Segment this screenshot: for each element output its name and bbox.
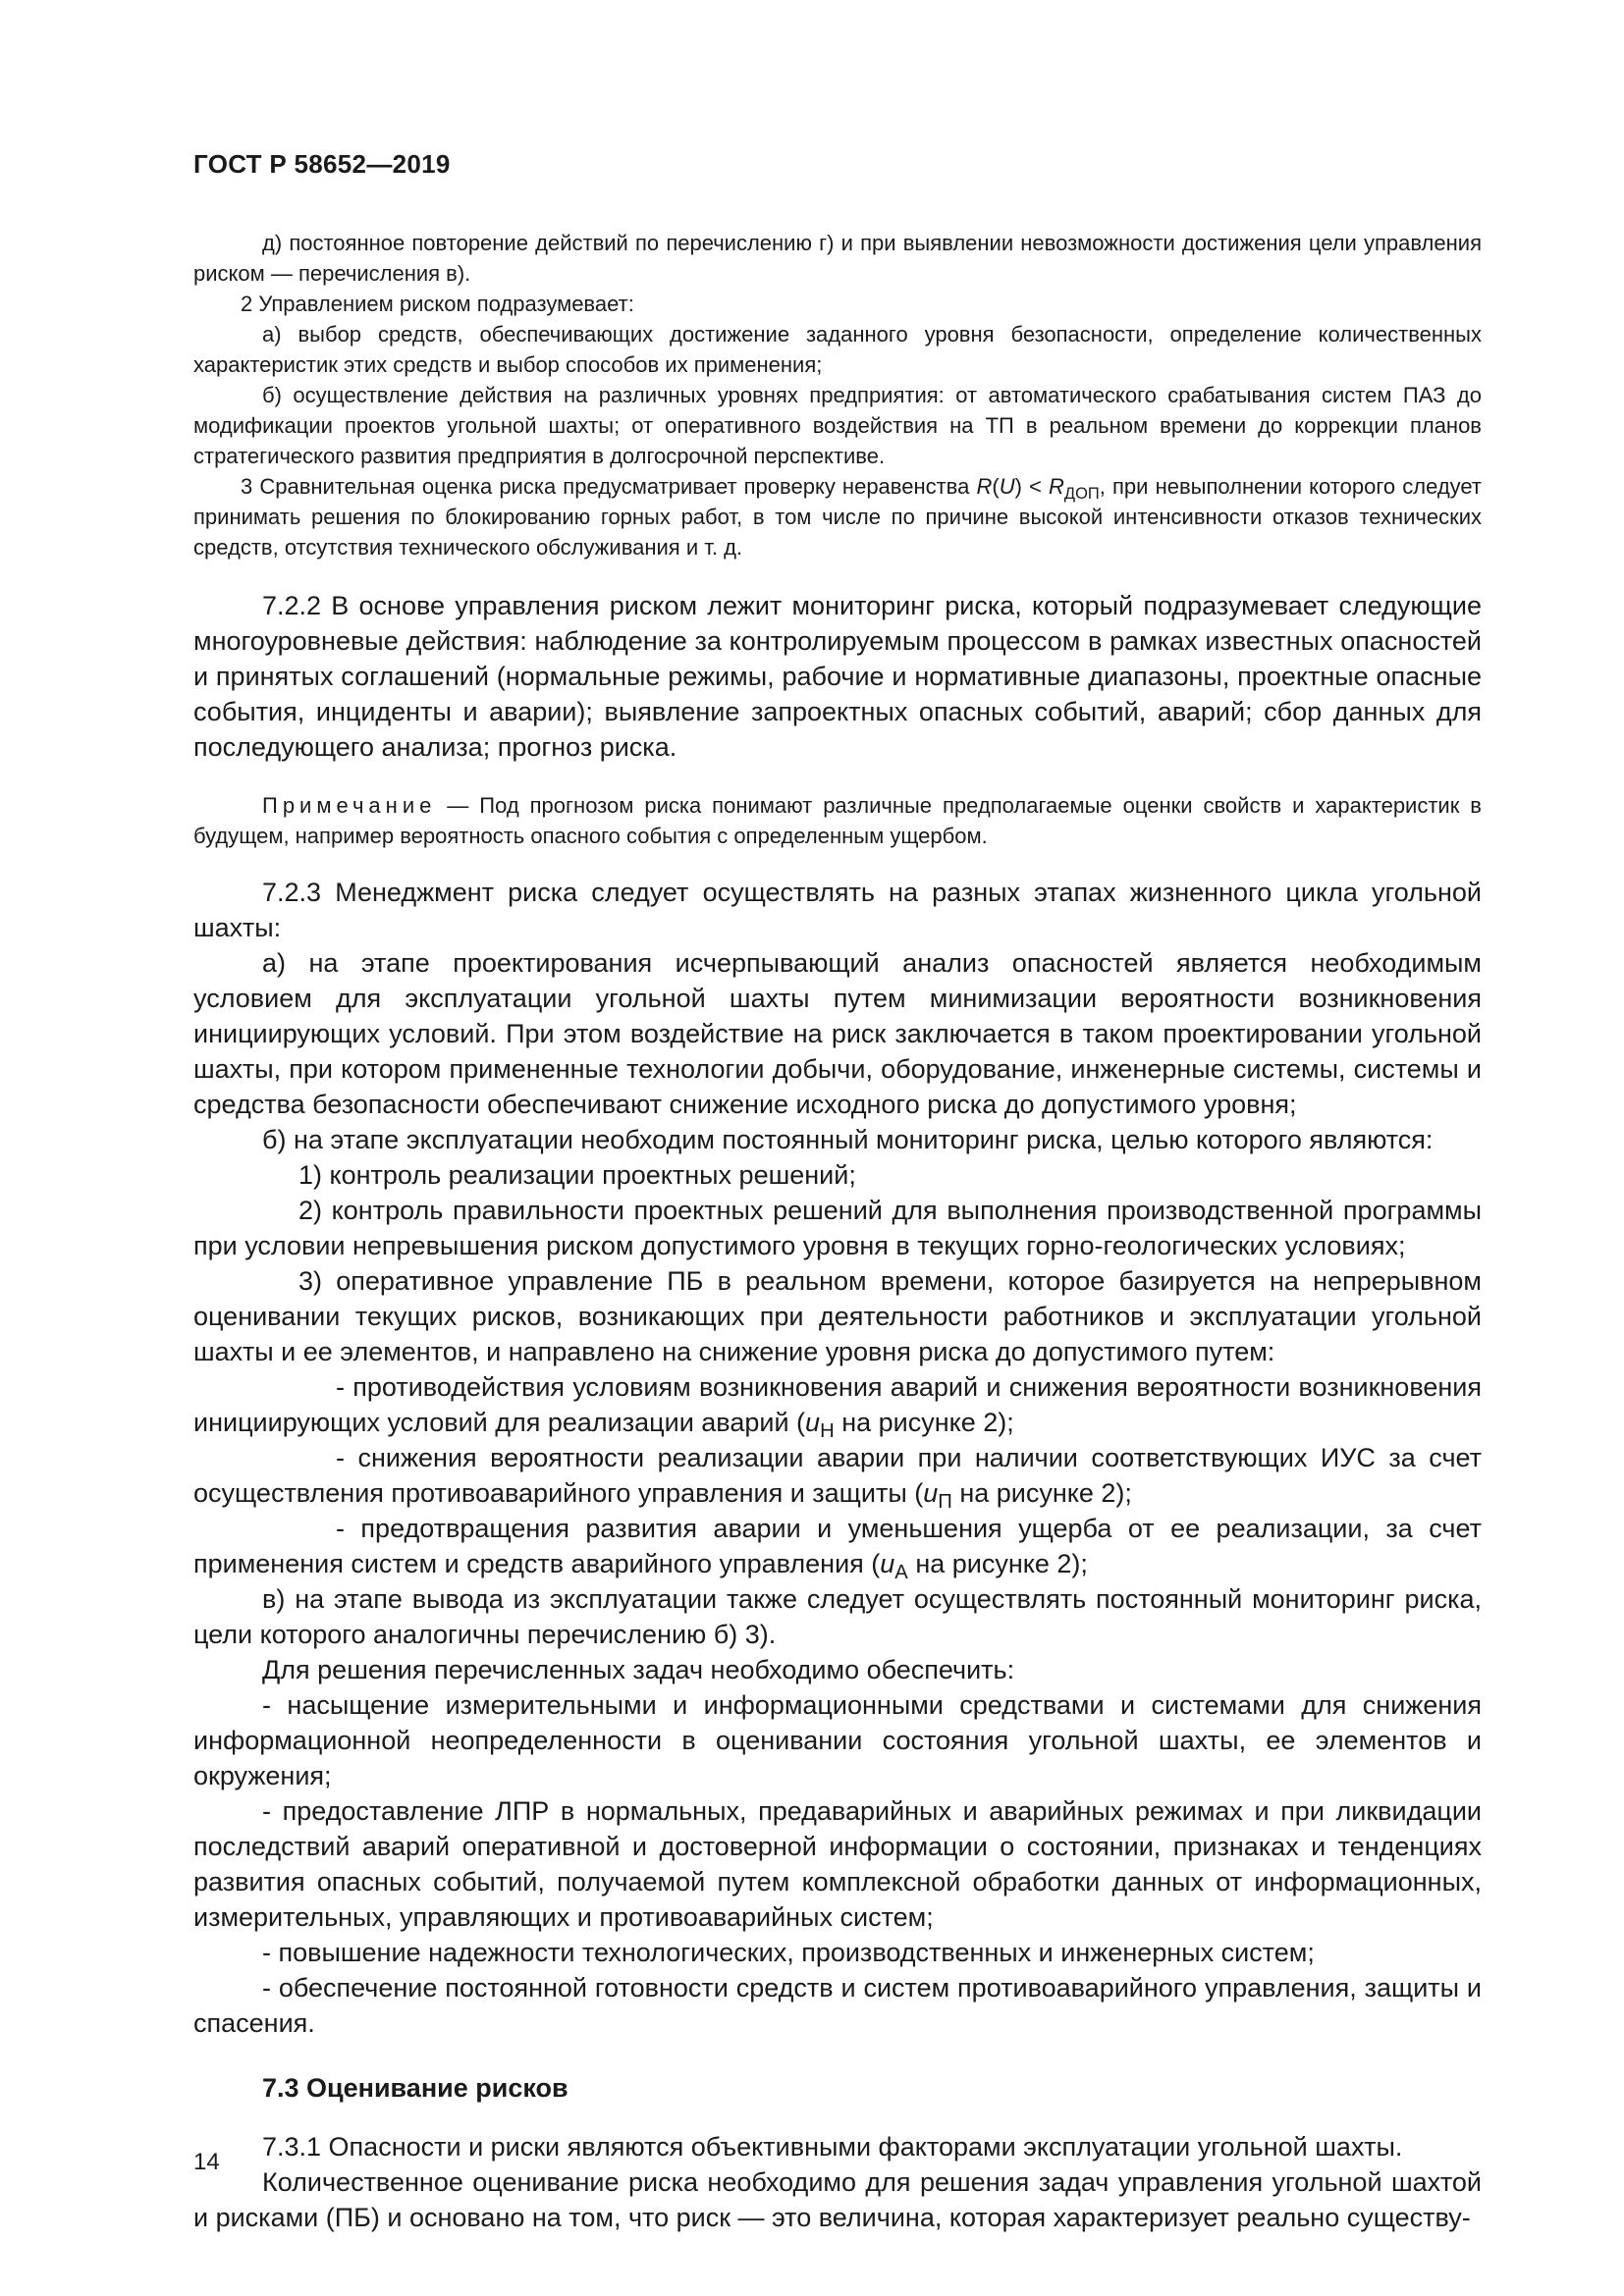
clause-7-3-1-text: 7.3.1 Опасности и риски являются объективными факторами эксплуатации угольной шахты. — [262, 2132, 1403, 2162]
dash-item-3-tail: на рисунке 2); — [907, 1549, 1088, 1578]
note-text: — Под прогнозом риска понимают различные предполагаемые оценки свойств и характеристик в будущем, например вероятность опасного события с определенным ущербом. — [193, 793, 1482, 848]
dash-item-3 — [193, 1511, 1482, 1584]
dash-item-1 — [193, 1369, 1482, 1443]
item-a: а) на этапе проектирования исчерпывающий анализ опасностей является необходимым условием для эксплуатации угольной шахты путем минимизации вероятности возникновения инициирующих условий. При этом воздействие на риск заключается в таком проектировании угольной шахты, при котором примененные технологии добычи, оборудование, инженерные системы, системы и средства безопасности обеспечивают снижение исходного риска до допустимого уровня; — [193, 948, 1482, 1119]
item-b-2: 2) контроль правильности проектных решений для выполнения производственной программы при условии непревышения риском допустимого уровня в текущих горно-геологических условиях; — [193, 1196, 1482, 1260]
dash-item-2-tail: на рисунке 2); — [951, 1478, 1132, 1508]
dash-item-3-text: - предотвращения развития аварии и уменьшения ущерба от ее реализации, за счет применения систем и средств аварийного управления ( — [193, 1514, 1482, 1578]
note-3-sub-dop: ДОП — [1063, 484, 1100, 503]
clause-7-2-3 — [193, 875, 1482, 2041]
dash-item-3-var: u — [880, 1549, 895, 1578]
item-b-3: 3) оперативное управление ПБ в реальном времени, которое базируется на непрерывном оценивании текущих рисков, возникающих при деятельности работников и эксплуатации угольной шахты и ее элементов, и направлено на снижение уровня риска до допустимого путем: — [193, 1266, 1482, 1366]
dash-item-3-sub: А — [894, 1562, 908, 1584]
clause-7-2-3-intro: 7.2.3 Менеджмент риска следует осуществлять на разных этапах жизненного цикла угольной шахты: — [193, 878, 1482, 942]
dash-item-2 — [193, 1440, 1482, 1514]
document-page — [193, 147, 1482, 2235]
item-v: в) на этапе вывода из эксплуатации также следует осуществлять постоянный мониторинг риска, цели которого аналогичны перечислению б) 3). — [193, 1584, 1482, 1649]
clause-7-3-1-continued: Количественное оценивание риска необходимо для решения задач управления угольной шахтой и рисками (ПБ) и основано на том, что риск — это величина, которая характеризует реально существу- — [193, 2167, 1482, 2232]
dash-item-2-sub: П — [938, 1491, 952, 1514]
ensure-item-4: - обеспечение постоянной готовности средств и систем противоаварийного управления, защиты и спасения. — [193, 1973, 1482, 2038]
dash-item-2-var: u — [923, 1478, 939, 1508]
note-2-intro: 2 Управлением риском подразумевает: — [241, 292, 634, 316]
clause-7-3-1 — [193, 2129, 1482, 2235]
note-3-var-rdop: R — [1049, 474, 1064, 499]
note-2-item-b: б) осуществление действия на различных уровнях предприятия: от автоматического срабатывания систем ПАЗ до модификации проектов угольной шахты; от оперативного воздействия на ТП в реальном времени до коррекции планов стратегического развития предприятия в долгосрочной перспективе. — [193, 383, 1482, 468]
note-3-var-r: R — [976, 474, 993, 499]
clause-7-2-2 — [193, 588, 1482, 765]
page-number: 14 — [193, 2149, 220, 2175]
note-3: 3 Сравнительная оценка риска предусматривает проверку неравенства $R(U) < R_{ДОП}$, при невыполнении которого следует принимать решения по блокированию горных работ, в том числе по причине высокой интенсивности отказов технических средств, отсутствия технического обслуживания и т. д. — [193, 474, 1482, 560]
notes-block — [193, 228, 1482, 562]
note-3-text-pre: 3 Сравнительная оценка риска предусматривает проверку неравенства — [241, 474, 977, 499]
note-3-text-post: , при невыполнении которого следует принимать решения по блокированию горных работ, в том числе по причине высокой интенсивности отказов технических средств, отсутствия технического обслуживания и т. д. — [193, 474, 1482, 560]
ensure-item-2: - предоставление ЛПР в нормальных, предаварийных и аварийных режимах и при ликвидации последствий аварий оперативной и достоверной информации о состоянии, признаках и тенденциях развития опасных событий, получаемой путем комплексной обработки данных от информационных, измерительных, управляющих и противоаварийных систем; — [193, 1796, 1482, 1932]
document-header: ГОСТ Р 58652—2019 — [193, 149, 451, 179]
item-b: б) на этапе эксплуатации необходим постоянный мониторинг риска, целью которого являются: — [262, 1125, 1434, 1154]
ensure-item-1: - насыщение измерительными и информационными средствами и системами для снижения информационной неопределенности в оценивании состояния угольной шахты, ее элементов и окружения; — [193, 1690, 1482, 1790]
note-label: Примечание — [262, 793, 437, 818]
dash-item-1-text: - противодействия условиям возникновения аварий и снижения вероятности возникновения инициирующих условий для реализации аварий ( — [193, 1372, 1482, 1437]
ensure-intro: Для решения перечисленных задач необходимо обеспечить: — [262, 1655, 1015, 1684]
section-7-3-heading: 7.3 Оценивание рисков — [262, 2073, 568, 2103]
dash-item-2-text: - снижения вероятности реализации аварии при наличии соответствующих ИУС за счет осуществления противоаварийного управления и защиты ( — [193, 1443, 1482, 1508]
item-b-1: 1) контроль реализации проектных решений; — [298, 1160, 856, 1190]
note-3-var-u: U — [999, 474, 1015, 499]
note-2-item-a: а) выбор средств, обеспечивающих достижение заданного уровня безопасности, определение количественных характеристик этих средств и выбор способов их применения; — [193, 322, 1482, 377]
dash-item-1-sub: Н — [820, 1420, 835, 1443]
note-item-d: д) постоянное повторение действий по перечислению г) и при выявлении невозможности достижения цели управления риском — перечисления в). — [193, 231, 1482, 286]
dash-item-1-var: u — [805, 1408, 821, 1437]
dash-item-1-tail: на рисунке 2); — [834, 1408, 1014, 1437]
note-7-2-2 — [193, 790, 1482, 851]
ensure-item-3: - повышение надежности технологических, производственных и инженерных систем; — [262, 1938, 1315, 1967]
clause-7-2-2-text: 7.2.2 В основе управления риском лежит мониторинг риска, который подразумевает следующие многоуровневые действия: наблюдение за контролируемым процессом в рамках известных опасностей и принятых соглашений (нормальные режимы, рабочие и нормативные диапазоны, проектные опасные события, инциденты и аварии); выявление запроектных опасных событий, аварий; сбор данных для последующего анализа; прогноз риска. — [193, 591, 1482, 762]
